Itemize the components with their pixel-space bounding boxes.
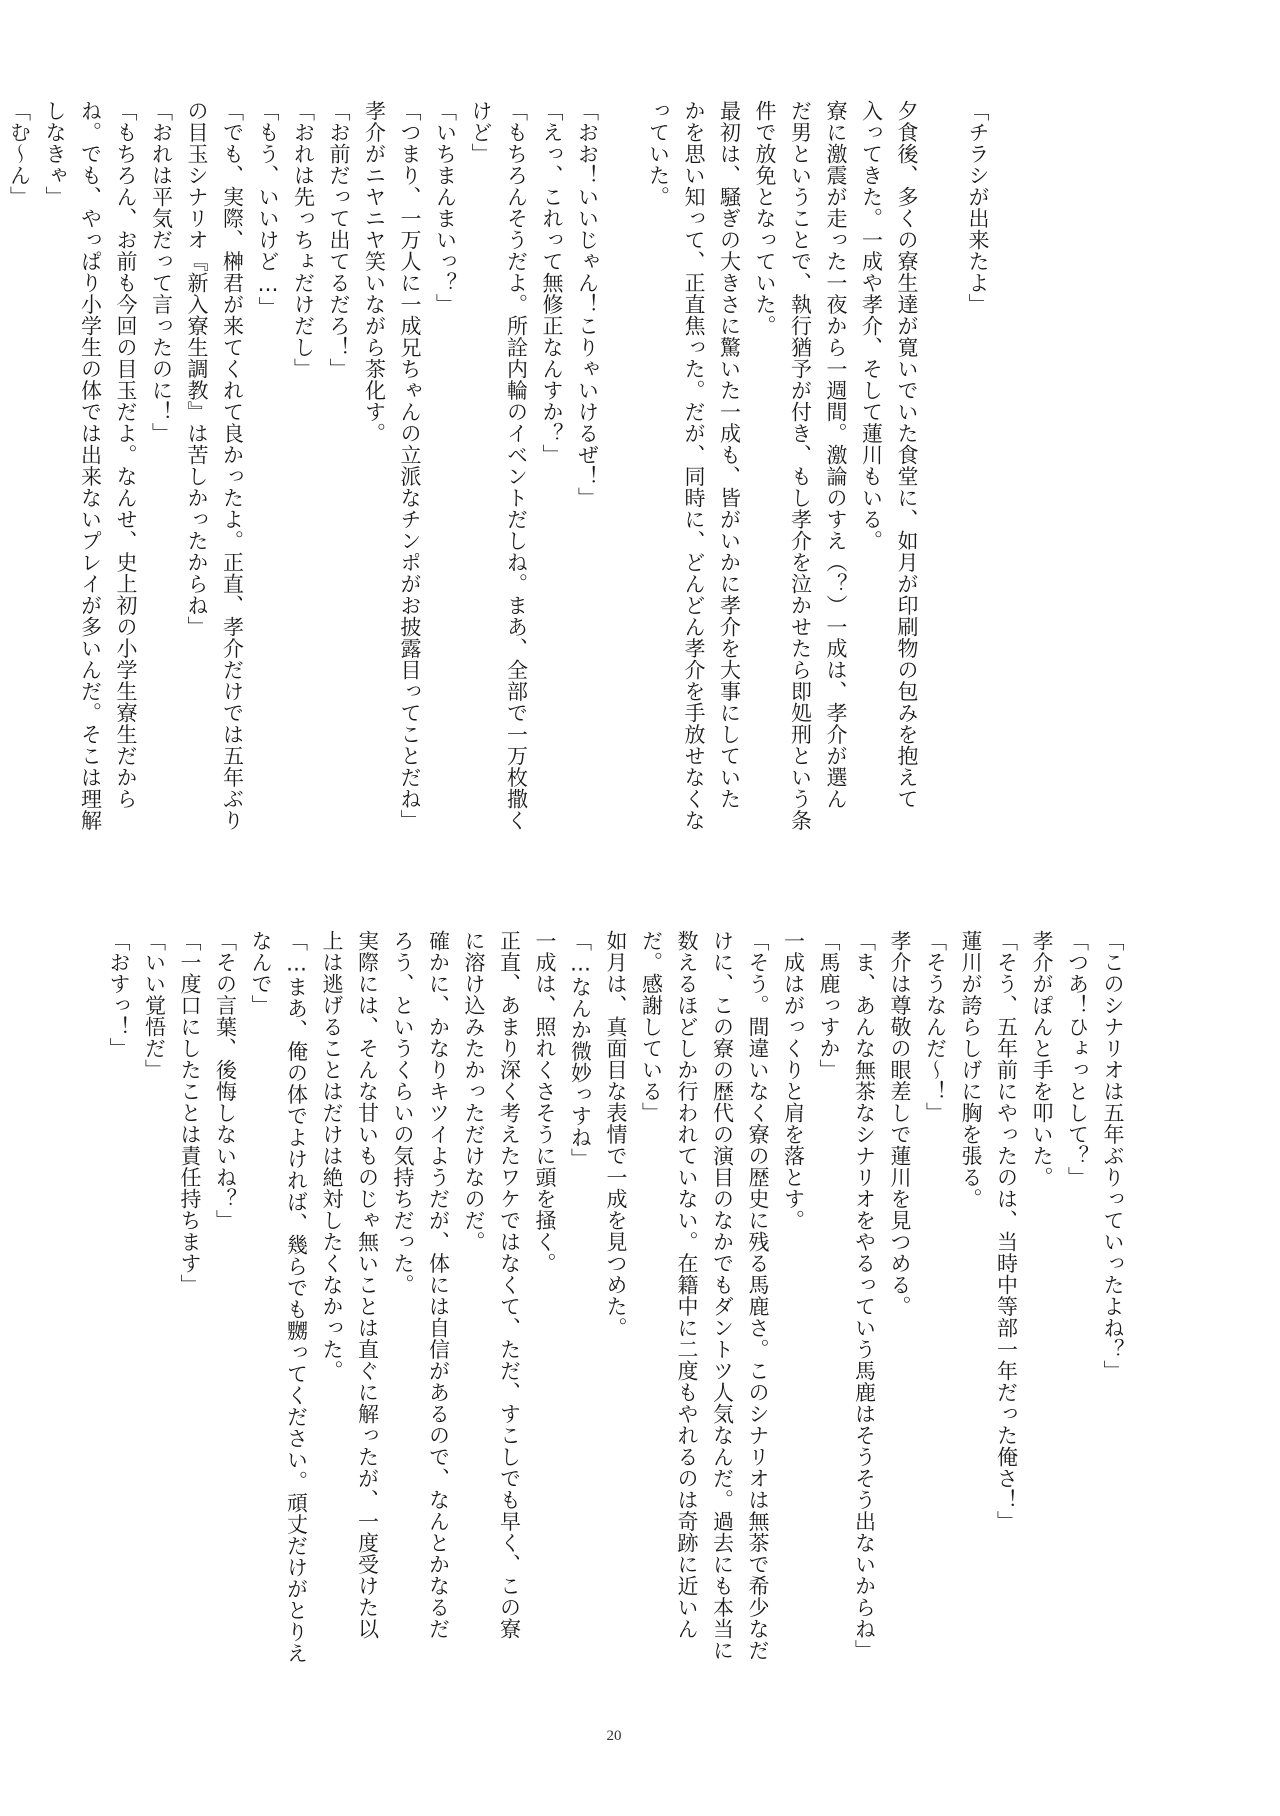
upper-text-line: 孝介がニヤニヤ笑いながら茶化す。: [362, 100, 387, 444]
lower-text-line: なんで」: [249, 930, 273, 1016]
lower-text-line: 確かに、かなりキツイようだが、体には自信があるので、なんとかなるだ: [426, 930, 451, 1640]
upper-text-block: [7, 100, 995, 831]
lower-text-line: ろう、というくらいの気持ちだった。: [391, 930, 415, 1296]
lower-text-line: 数えるほどしか行われていない。在籍中に二度もやれるのは奇跡に近いん: [675, 930, 699, 1640]
upper-text-line: 夕食後、多くの寮生達が寛いでいた食堂に、如月が印刷物の包みを抱えて: [895, 100, 919, 810]
upper-text-line: けど」: [469, 100, 493, 165]
lower-text-line: 「ま、あんな無茶なシナリオをやるっていう馬鹿はそうそう出ないからね」: [852, 930, 877, 1661]
upper-text-line: だ男ということで、執行猶予が付き、もし孝介を泣かせたら即処刑という条: [788, 100, 813, 831]
lower-text-line: けに、この寮の歴代の演目のなかでもダントツ人気なんだ。過去にも本当に: [710, 930, 735, 1661]
lower-text-line: 上は逃げることはだけは絶対したくなかった。: [320, 930, 344, 1382]
upper-text-line: の目玉シナリオ『新入寮生調教』は苦しかったからね」: [185, 100, 209, 638]
upper-text-line: 「つまり、一万人に一成兄ちゃんの立派なチンポがお披露目ってことだね」: [398, 100, 422, 831]
upper-text-line: 「でも、実際、榊君が来てくれて良かったよ。正直、孝介だけでは五年ぶり: [220, 100, 245, 831]
lower-text-line: 「その言葉、後悔しないね？」: [213, 930, 238, 1231]
lower-text-line: 「一度口にしたことは責任持ちます」: [178, 930, 202, 1296]
upper-text-line: 「えっ、これって無修正なんすか？」: [540, 100, 564, 466]
upper-text-line: [0, 100, 1, 820]
upper-text-line: 最初は、騒ぎの大きさに驚いた一成も、皆がいかに孝介を大事にしていた: [717, 100, 742, 810]
upper-text-line: しなきゃ」: [43, 100, 67, 208]
upper-text-line: 寮に激震が走った一夜から一週間。激論のすえ（？）一成は、孝介が選ん: [824, 100, 848, 810]
lower-text-line: 「このシナリオは五年ぶりっていったよね？」: [1101, 930, 1125, 1382]
upper-text-line: 「もちろんそうだよ。所詮内輪のイベントだしね。まあ、全部で一万枚撒く: [504, 100, 529, 831]
lower-text-line: だ。感謝している」: [639, 930, 664, 1124]
upper-text-line: 「お前だって出てるだろ！」: [327, 100, 351, 380]
lower-text-line: 「つあ！ひょっとして？」: [1065, 930, 1090, 1188]
lower-text-line: 一成は、照れくさそうに頭を掻く。: [533, 930, 557, 1274]
lower-text-line: 一成はがっくりと肩を落とす。: [781, 930, 806, 1231]
lower-text-line: 実際には、そんな甘いものじゃ無いことは直ぐに解ったが、一度受けた以: [355, 930, 380, 1640]
lower-text-line: 「…まあ、俺の体でよければ、幾らでも嬲ってください。頑丈だけがとりえ: [284, 930, 309, 1664]
lower-text-line: 正直、あまり深く考えたワケではなくて、ただ、すこしでも早く、この寮: [497, 930, 522, 1640]
lower-text-line: 「そう、五年前にやったのは、当時中等部一年だった俺さ！」: [994, 930, 1019, 1532]
lower-text-line: 如月は、真面目な表情で一成を見つめた。: [604, 930, 628, 1339]
lower-text-line: 「…なんか微妙っすね」: [568, 930, 593, 1170]
upper-text-line: 件で放免となっていた。: [753, 100, 777, 337]
upper-text-line: [924, 100, 960, 820]
lower-text-line: 「そう。間違いなく寮の歴史に残る馬鹿さ。このシナリオは無茶で希少なだ: [746, 930, 770, 1661]
lower-text-line: 「いい覚悟だ」: [142, 930, 167, 1081]
upper-text-line: [605, 100, 641, 820]
upper-text-line: かを思い知って、正直焦った。だが、同時に、どんどん孝介を手放せなくな: [682, 100, 706, 831]
lower-text-line: 孝介は尊敬の眼差しで蓮川を見つめる。: [888, 930, 912, 1317]
upper-text-line: 「む～ん」: [7, 100, 32, 208]
upper-text-line: っていた。: [646, 100, 671, 208]
upper-text-line: 「いちまんまいっ？」: [433, 100, 458, 315]
lower-text-line: 蓮川が誇らしげに胸を張る。: [959, 930, 983, 1210]
upper-text-line: 入ってきた。一成や孝介、そして蓮川もいる。: [859, 100, 884, 552]
upper-text-line: 「おお！いいじゃん！こりゃいけるぜ！」: [575, 100, 600, 509]
upper-text-line: 「もちろん、お前も今回の目玉だよ。なんせ、史上初の小学生寮生だから: [114, 100, 138, 810]
lower-text-line: 「おすっ！」: [107, 930, 131, 1059]
upper-text-line: 「チラシが出来たよ」: [966, 100, 990, 315]
upper-text-line: 「おれは先っちょだけだし」: [291, 100, 316, 380]
lower-text-line: に溶け込みたかっただけなのだ。: [462, 930, 486, 1253]
upper-text-line: 「おれは平気だって言ったのに！」: [149, 100, 174, 444]
upper-text-line: ね。でも、やっぱり小学生の体では出来ないプレイが多いんだ。そこは理解: [78, 100, 103, 831]
lower-text-block: [107, 930, 1130, 1664]
lower-text-line: 「そうなんだ～！」: [923, 930, 948, 1124]
upper-text-line: 「もう、いいけど…」: [256, 100, 280, 318]
lower-text-line: 「馬鹿っすか」: [817, 930, 841, 1081]
lower-text-line: 孝介がぽんと手を叩いた。: [1030, 930, 1054, 1188]
page-number: 20: [606, 1728, 622, 1744]
